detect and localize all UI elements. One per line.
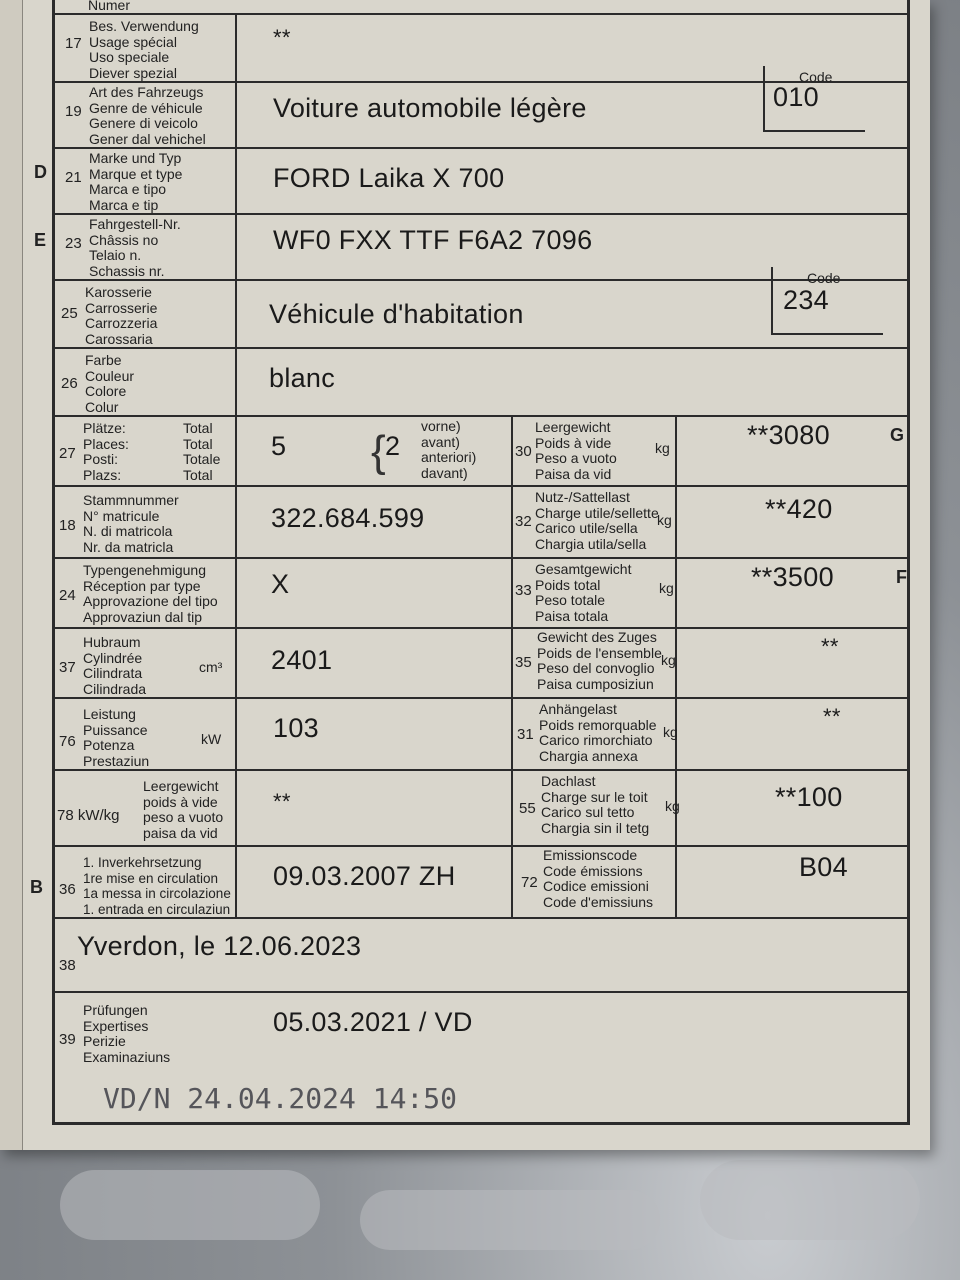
row-number: 76: [59, 733, 76, 750]
row-number: 33: [515, 582, 532, 599]
row-label: Leistung Puissance Potenza Prestaziun: [83, 706, 150, 769]
unit-label: kg: [659, 580, 674, 596]
date-stamp: VD/N 24.04.2024 14:50: [103, 1082, 458, 1115]
form-table: [52, 0, 910, 1125]
row-76: [55, 699, 907, 771]
field-value: **: [273, 25, 291, 50]
unit-label: cm³: [199, 659, 223, 675]
tread-pattern: [700, 1160, 920, 1240]
code-label: Code: [807, 270, 841, 286]
row-label: Emissionscode Code émissions Codice emissioni Code d'emissiuns: [543, 847, 654, 910]
row-label: Prüfungen Expertises Perizie Examinaziuns: [83, 1002, 171, 1065]
row-label: Hubraum Cylindrée Cilindrata Cilindrada: [83, 634, 147, 697]
row-label: Gewicht des Zuges Poids de l'ensemble Peso del convoglio Paisa cumposiziun: [537, 629, 662, 692]
totals-label: Total Total Totale Total: [183, 420, 221, 483]
divider: [675, 417, 677, 919]
row-label: Stammnummer N° matricule N. di matricola Nr. da matricla: [83, 492, 179, 555]
divider: [235, 629, 237, 699]
divider: [235, 15, 237, 83]
field-value: **420: [765, 494, 833, 524]
row-number: 55: [519, 800, 536, 817]
row-number: 37: [59, 659, 76, 676]
row-number: 78 kW/kg: [57, 807, 120, 824]
row-number: 21: [65, 169, 82, 186]
row-label: Bes. Verwendung Usage spécial Uso speciale Diever spezial: [89, 18, 199, 81]
field-value: B04: [799, 852, 848, 882]
row-number: 17: [65, 35, 82, 52]
row-number: 30: [515, 443, 532, 460]
side-letter-b: B: [30, 877, 43, 897]
row-number: 19: [65, 103, 82, 120]
header-fragment: Numer: [88, 0, 131, 13]
row-number: 25: [61, 305, 78, 322]
row-number: 39: [59, 1031, 76, 1048]
row-number: 24: [59, 587, 76, 604]
row-number: 32: [515, 513, 532, 530]
divider: [235, 349, 237, 417]
unit-label: kg: [665, 798, 680, 814]
field-value: Yverdon, le 12.06.2023: [77, 931, 362, 961]
divider: [235, 771, 237, 847]
divider: [235, 215, 237, 281]
front-label: vorne) avant) anteriori) davant): [421, 418, 477, 481]
row-number: 72: [521, 874, 538, 891]
row-25: [55, 270, 907, 349]
unit-label: kg: [663, 724, 678, 740]
divider: [235, 149, 237, 215]
code-value: 010: [773, 82, 819, 112]
row-37: [55, 629, 907, 699]
row-number: 18: [59, 517, 76, 534]
unit-label: kg: [657, 512, 672, 528]
places-total: 5: [271, 431, 287, 461]
field-value: 05.03.2021 / VD: [273, 1007, 473, 1037]
row-label: Art des Fahrzeugs Genre de véhicule Genere di veicolo Gener dal vehichel: [89, 84, 206, 147]
field-value: Véhicule d'habitation: [269, 299, 524, 329]
field-value: **: [823, 704, 841, 729]
row-label: Typengenehmigung Réception par type Approvazione del tipo Approvaziun dal tip: [83, 562, 218, 625]
field-value: 09.03.2007 ZH: [273, 861, 456, 891]
row-top: [55, 0, 907, 15]
row-label: 1. Inverkehrsetzung 1re mise en circulation 1a messa in circolazione 1. entrada en circulaziun: [83, 855, 231, 917]
row-label: Gesamtgewicht Poids total Peso totale Paisa totala: [535, 561, 632, 624]
code-box: [771, 267, 883, 335]
side-letter-g: G: [890, 425, 905, 445]
row-label: Leergewicht poids à vide peso a vuoto paisa da vid: [143, 778, 224, 841]
side-letter-d: D: [34, 162, 47, 182]
row-label: Leergewicht Poids à vide Peso a vuoto Paisa da vid: [535, 419, 617, 482]
row-number: 36: [59, 881, 76, 898]
unit-label: kg: [655, 440, 670, 456]
field-value: 322.684.599: [271, 503, 425, 533]
row-number: 35: [515, 654, 532, 671]
divider: [235, 559, 237, 629]
divider: [235, 487, 237, 559]
divider: [235, 847, 237, 919]
row-label: Nutz-/Sattellast Charge utile/sellette Carico utile/sella Chargia utila/sella: [535, 489, 659, 552]
side-letter-e: E: [34, 230, 47, 250]
field-value: **: [273, 789, 291, 814]
field-value: 103: [273, 713, 319, 743]
divider: [511, 417, 513, 919]
field-value: **3080: [747, 420, 830, 450]
row-38: [55, 919, 907, 993]
page-binding: [0, 0, 23, 1150]
side-letter-f: F: [896, 567, 907, 587]
row-label: Fahrgestell-Nr. Châssis no Telaio n. Schassis nr.: [89, 216, 181, 279]
field-value: X: [271, 569, 290, 599]
row-19: [55, 69, 907, 149]
field-value: blanc: [269, 363, 336, 393]
places-front: 2: [385, 431, 401, 461]
row-number: 31: [517, 726, 534, 743]
row-39: [55, 993, 907, 1071]
row-label: Karosserie Carrosserie Carrozzeria Carossaria: [85, 284, 158, 347]
code-box: [763, 66, 865, 132]
brace-icon: {: [371, 427, 386, 476]
divider: [235, 281, 237, 349]
field-value: **: [821, 634, 839, 659]
row-number: 27: [59, 445, 76, 462]
field-value: WF0 FXX TTF F6A2 7096: [273, 225, 593, 255]
field-value: 2401: [271, 645, 333, 675]
tread-pattern: [60, 1170, 320, 1240]
row-number: 38: [59, 957, 76, 974]
row-label: Dachlast Charge sur le toit Carico sul tetto Chargia sin il tetg: [541, 773, 650, 836]
unit-label: kg: [661, 652, 676, 668]
field-value: **100: [775, 782, 843, 812]
field-value: Voiture automobile légère: [273, 93, 587, 123]
divider: [235, 417, 237, 487]
row-label: Farbe Couleur Colore Colur: [85, 352, 135, 415]
row-26: [55, 349, 907, 417]
row-number: 23: [65, 235, 82, 252]
row-label: Marke und Typ Marque et type Marca e tipo Marca e tip: [89, 150, 183, 213]
divider: [235, 699, 237, 771]
unit-label: kW: [201, 731, 222, 747]
row-36: [55, 847, 907, 919]
row-number: 26: [61, 375, 78, 392]
code-label: Code: [799, 69, 833, 85]
row-21: [55, 149, 907, 215]
code-value: 234: [783, 285, 829, 315]
field-value: **3500: [751, 562, 834, 592]
field-value: FORD Laika X 700: [273, 163, 505, 193]
tread-pattern: [360, 1190, 660, 1250]
row-label: Anhängelast Poids remorquable Carico rimorchiato Chargia annexa: [539, 701, 657, 764]
divider: [235, 83, 237, 149]
row-label: Plätze: Places: Posti: Plazs:: [83, 420, 129, 483]
